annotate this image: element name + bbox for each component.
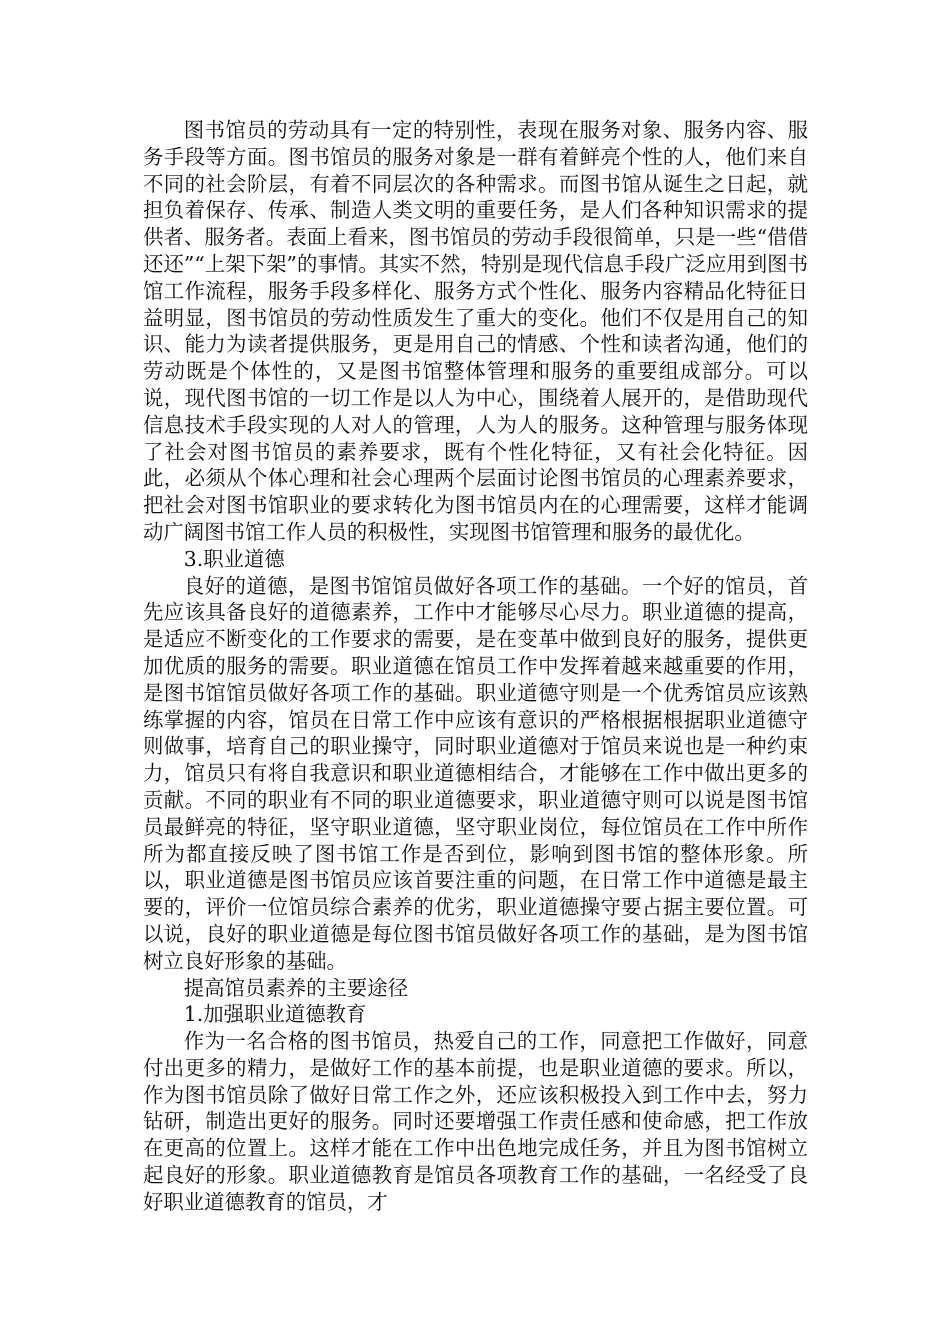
paragraph-professional-ethics: 良好的道德，是图书馆馆员做好各项工作的基础。一个好的馆员，首先应该具备良好的道德素养，工作中才能够尽心尽力。职业道德的提高，是适应不断变化的工作要求的需要，是在变革中做到良好的服务，提供更加优质的服务的需要。职业道德在馆员工作中发挥着越来越重要的作用，是图书馆馆员做好各项工作的基础。职业道德守则是一个优秀馆员应该熟练掌握的内容，馆员在日常工作中应该有意识的严格根据根据职业道德守则做事，培育自己的职业操守，同时职业道德对于馆员来说也是一种约束力，馆员只有将自我意识和职业道德相结合，才能够在工作中做出更多的贡献。不同的职业有不同的职业道德要求，职业道德守则可以说是图书馆员最鲜亮的特征，坚守职业道德，坚守职业岗位，每位馆员在工作中所作所为都直接反映了图书馆工作是否到位，影响到图书馆的整体形象。所以，职业道德是图书馆员应该首要注重的问题，在日常工作中道德是最主要的，评价一位馆员综合素养的优劣，职业道德操守要占据主要位置。可以说，良好的职业道德是每位图书馆员做好各项工作的基础，是为图书馆树立良好形象的基础。 [143,573,808,973]
section-heading-improvement-paths: 提高馆员素养的主要途径 [183,975,409,1000]
subsection-heading-ethics-education: 1.加强职业道德教育 [183,1002,367,1027]
section-heading-professional-ethics: 3.职业道德 [183,546,285,571]
document-body [143,117,808,1216]
paragraph-psychology-requirements: 图书馆员的劳动具有一定的特别性，表现在服务对象、服务内容、服务手段等方面。图书馆员的服务对象是一群有着鲜亮个性的人，他们来自不同的社会阶层，有着不同层次的各种需求。而图书馆从诞生之日起，就担负着保存、传承、制造人类文明的重要任务，是人们各种知识需求的提供者、服务者。表面上看来，图书馆员的劳动手段很简单，只是一些“借借还还”“上架下架”的事情。其实不然，特别是现代信息手段广泛应用到图书馆工作流程，服务手段多样化、服务方式个性化、服务内容精品化特征日益明显，图书馆员的劳动性质发生了重大的变化。他们不仅是用自己的知识、能力为读者提供服务，更是用自己的情感、个性和读者沟通，他们的劳动既是个体性的，又是图书馆整体管理和服务的重要组成部分。可以说，现代图书馆的一切工作是以人为中心，围绕着人展开的，是借助现代信息技术手段实现的人对人的管理，人为人的服务。这种管理与服务体现了社会对图书馆员的素养要求，既有个性化特征，又有社会化特征。因此，必须从个体心理和社会心理两个层面讨论图书馆员的心理素养要求，把社会对图书馆职业的要求转化为图书馆员内在的心理需要，这样才能调动广阔图书馆工作人员的积极性，实现图书馆管理和服务的最优化。 [143,118,808,544]
paragraph-ethics-education: 作为一名合格的图书馆员，热爱自己的工作，同意把工作做好，同意付出更多的精力，是做好工作的基本前提，也是职业道德的要求。所以，作为图书馆员除了做好日常工作之外，还应该积极投入到工作中去，努力钻研，制造出更好的服务。同时还要增强工作责任感和使命感，把工作放在更高的位置上。这样才能在工作中出色地完成任务，并且为图书馆树立起良好的形象。职业道德教育是馆员各项教育工作的基础，一名经受了良好职业道德教育的馆员，才 [143,1029,808,1214]
